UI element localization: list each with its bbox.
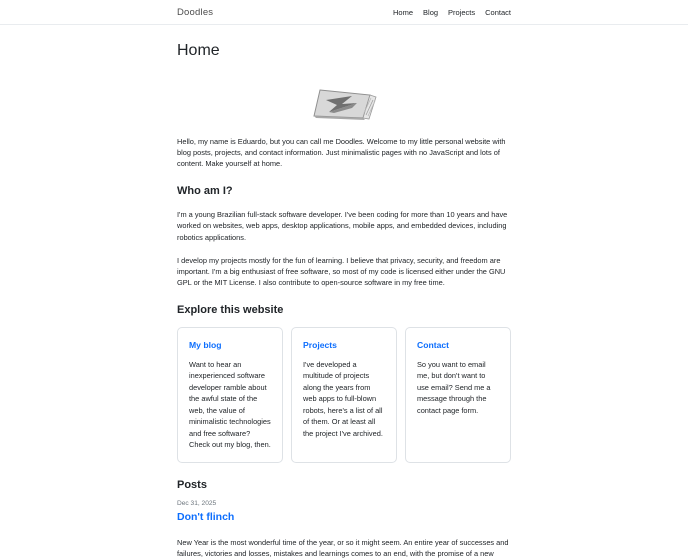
post-item [177, 500, 511, 559]
card-contact-text: So you want to email me, but don't want to use email? Send me a message through the contact page form. [417, 359, 491, 415]
who-paragraph-1: I'm a young Brazilian full-stack software developer. I've been coding for more than 10 years and have worked on websites, web apps, desktop applications, mobile apps, and embedded devices, including robotics applications. [177, 210, 508, 242]
who-paragraph-2: I develop my projects mostly for the fun of learning. I believe that privacy, security, and freedom are important. I'm a big enthusiast of free software, so most of my code is licensed either under the GNU GPL or the MIT License. I also contribute to open-source software in my free time. [177, 255, 506, 287]
explore-heading: Explore this website [177, 303, 284, 316]
card-my-blog-link[interactable]: My blog [189, 339, 222, 350]
card-contact [405, 327, 511, 463]
post-excerpt: New Year is the most wonderful time of the year, or so it might seem. An entire year of successes and failures, victories and losses, mistakes and learnings comes to an end, with the promise of a new [177, 537, 509, 559]
main-content [177, 42, 511, 559]
nav-link-home[interactable]: Home [393, 7, 414, 17]
card-projects-text: I've developed a multitude of projects along the years from web apps to full-blown robots, here's a list of all of them. Or at least all the project I've archived. [303, 359, 383, 438]
card-my-blog [177, 327, 283, 463]
card-projects [291, 327, 397, 463]
page-title: Home [177, 42, 220, 59]
pencil-doodle-image [307, 86, 381, 124]
site-header [0, 0, 688, 25]
hero-image-wrap [177, 86, 511, 124]
nav-link-contact[interactable]: Contact [485, 7, 511, 17]
nav-link-blog[interactable]: Blog [423, 7, 439, 17]
post-date: Dec 31, 2025 [177, 499, 217, 507]
intro-paragraph: Hello, my name is Eduardo, but you can call me Doodles. Welcome to my little personal website with blog posts, projects, and contact information. Just minimalistic pages with no JavaScript and lots of content. Make yourself at home. [177, 137, 506, 169]
card-projects-link[interactable]: Projects [303, 339, 337, 350]
explore-cards [177, 327, 511, 463]
main-nav [393, 8, 511, 17]
card-my-blog-text: Want to hear an inexperienced software developer ramble about the awful state of the web, the value of minimalistic technologies and free software? Check out my blog, then. [189, 359, 271, 450]
nav-link-projects[interactable]: Projects [448, 7, 476, 17]
who-am-i-heading: Who am I? [177, 185, 233, 198]
header-inner [177, 0, 511, 24]
posts-heading: Posts [177, 478, 207, 491]
post-title-link[interactable]: Don't flinch [177, 510, 235, 523]
brand-logo[interactable]: Doodles [177, 6, 214, 18]
card-contact-link[interactable]: Contact [417, 339, 449, 350]
